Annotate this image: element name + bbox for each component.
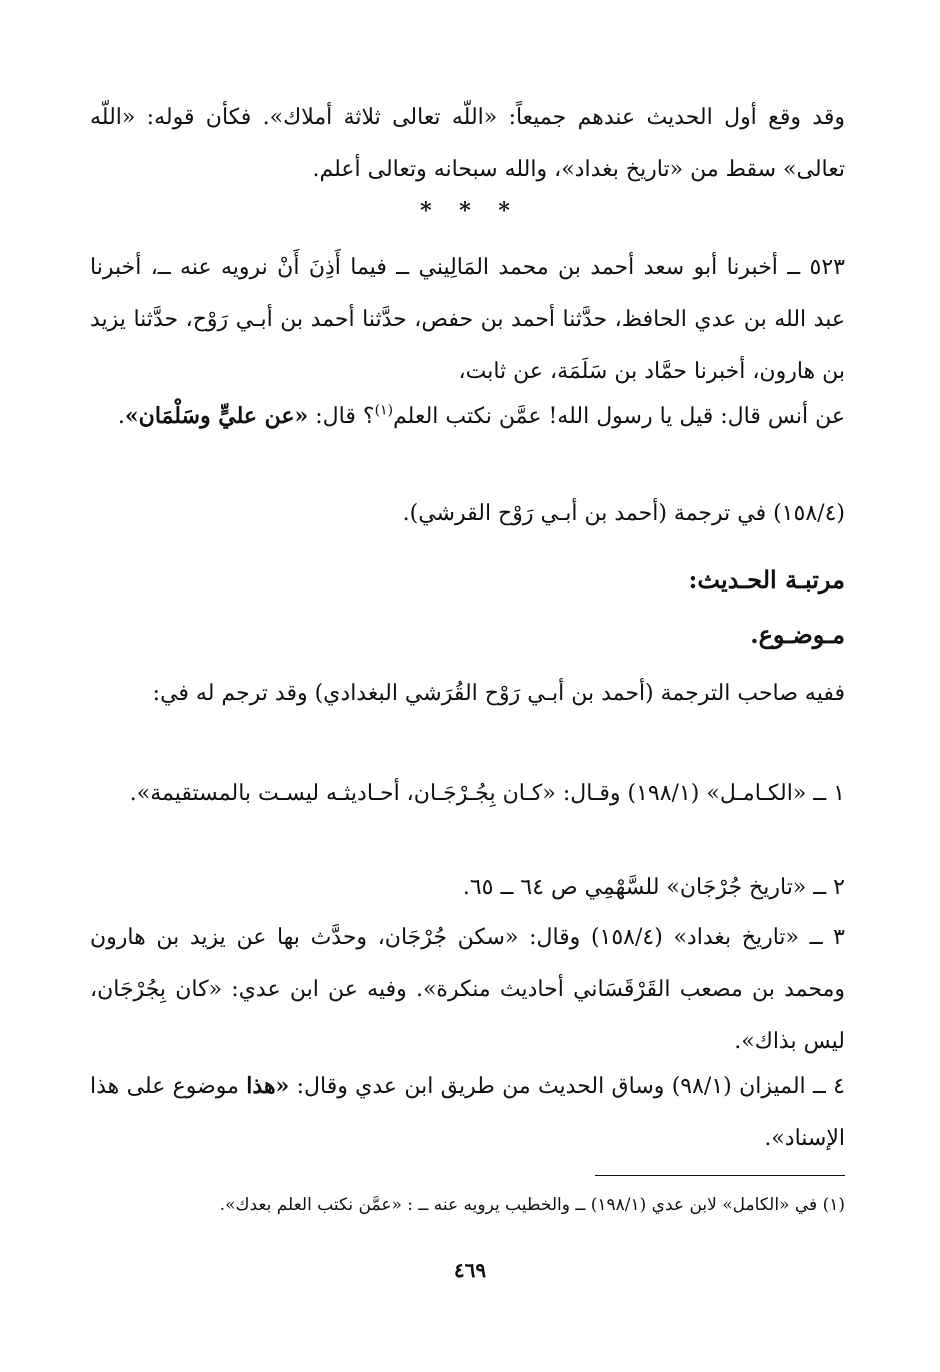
paragraph-explanation: ففيه صاحب الترجمة (أحمد بن أبـي رَوْح القُرَشي البغدادي) وقد ترجم له في: <box>152 681 845 706</box>
list-item-4 <box>90 1060 845 1165</box>
list-item-4-text: ٤ ــ الميزان (٩٨/١) وساق الحديث من طريق ابن عدي وقال: <box>289 1074 845 1099</box>
paragraph-hadith-chain <box>90 242 845 398</box>
list-item-1: ١ ــ «الكـامـل» (١٩٨/١) وقـال: «كـان بِجُـرْجَـان، أحـاديثـه ليسـت بالمستقيمة». <box>129 781 845 806</box>
list-item-4-end: موضوع على هذا الإسناد». <box>90 1074 845 1151</box>
list-item-2: ٢ ــ «تاريخ جُرْجَان» للسَّهْمِي ص ٦٤ ــ ٦٥. <box>462 875 845 900</box>
footnote-ref: (١) <box>374 402 394 419</box>
hadith-matn: «عن عليٍّ وسَلْمَان» <box>124 403 309 429</box>
section-separator: * * * <box>420 198 520 224</box>
section-heading: مرتبـة الحـديث: <box>688 565 845 594</box>
footnote: (١) في «الكامل» لابن عدي (١٩٨/١) ــ والخطيب يرويه عنه ــ : «عمَّن نكتب العلم بعدك». <box>219 1195 845 1215</box>
paragraph-hadith-text <box>90 390 845 443</box>
paragraph-source-ref: (١٥٨/٤) في ترجمة (أحمد بن أبـي رَوْح القرشي). <box>402 501 845 526</box>
footnote-divider <box>595 1175 845 1176</box>
hadith-text: عن أنس قال: قيل يا رسول الله! عمَّن نكتب العلم <box>393 404 845 429</box>
hadith-grade: مـوضـوع. <box>750 620 845 649</box>
hadith-text-end: . <box>117 404 125 429</box>
paragraph-intro: وقد وقع أول الحديث عندهم جميعاً: «اللّه تعالى ثلاثة أملاك». فكأن قوله: «اللّه تعالى» سقط من «تاريخ بغداد»، والله سبحانه وتعالى أعلم. <box>90 105 845 182</box>
list-item-4-quote: «هذا <box>246 1073 290 1099</box>
hadith-chain-text: ٥٢٣ ــ أخبرنا أبو سعد أحمد بن محمد المَالِيني ــ فيما أَذِنَ أَنْ نرويه عنه ــ، أخبرنا عبد الله بن عدي الحافظ، حدَّثنا أحمد بن حفص، حدَّثنا أحمد بن أبـي رَوْح، حدَّثنا يزيد بن هارون، أخبرنا حمَّاد بن سَلَمَة، عن ثابت، <box>90 255 845 384</box>
page-number: ٤٦٩ <box>453 1258 487 1282</box>
list-item-3: ٣ ــ «تاريخ بغداد» (١٥٨/٤) وقال: «سكن جُرْجَان، وحدَّث بها عن يزيد بن هارون ومحمد بن مصعب القَرْقَسَاني أحاديث منكرة». وفيه عن ابن عدي: «كان بِجُرْجَان، ليس بذاك». <box>90 925 845 1054</box>
hadith-text-mid: ؟ قال: <box>308 404 375 429</box>
